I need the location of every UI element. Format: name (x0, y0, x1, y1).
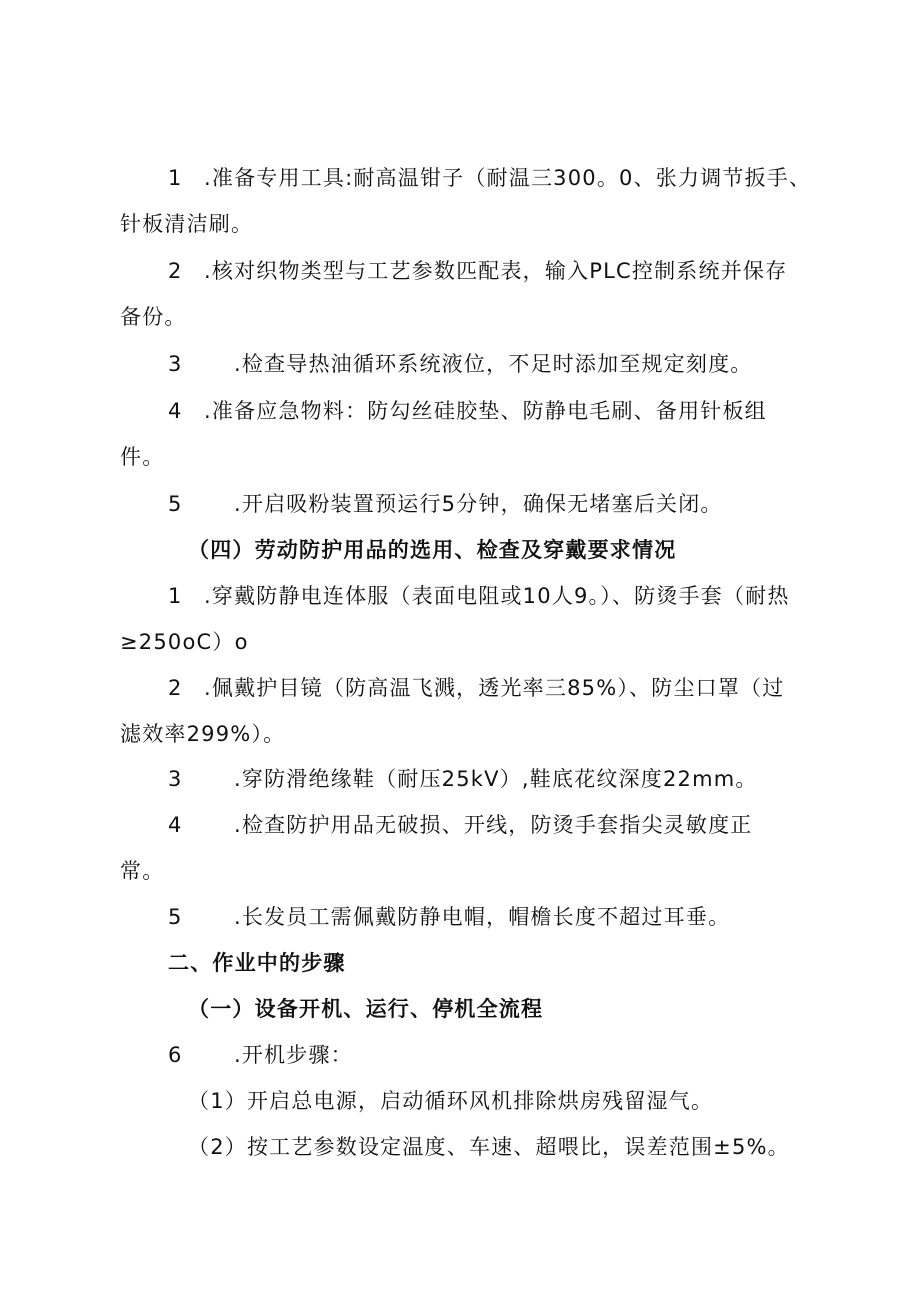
item-text: .准备应急物料：防勾丝硅胶垫、防静电毛刷、备用针板组 (204, 399, 767, 423)
item-text: .检查导热油循环系统液位，不足时添加至规定刻度。 (234, 352, 753, 376)
item-text: .开启吸粉装置预运行5分钟，确保无堵塞后关闭。 (234, 492, 723, 516)
item-number: 3 (168, 767, 183, 791)
item-number: 1 (168, 166, 183, 190)
sub-list-item: （2）按工艺参数设定温度、车速、超喂比，误差范围±5%。 (188, 1135, 790, 1159)
item-continuation: 滤效率299%）。 (120, 722, 286, 746)
subsection-heading: （一）设备开机、运行、停机全流程 (188, 997, 544, 1021)
list-item (168, 902, 730, 932)
item-text: .检查防护用品无破损、开线，防烫手套指尖灵敏度正 (234, 813, 753, 837)
item-text: .穿戴防静电连体服（表面电阻或10人9。）、防烫手套（耐热 (204, 584, 790, 608)
list-item (168, 489, 723, 519)
item-number: 4 (168, 813, 183, 837)
item-number: 5 (168, 905, 183, 929)
item-text: .核对织物类型与工艺参数匹配表，输入PLC控制系统并保存 (204, 259, 788, 283)
sub-list-item: （1）开启总电源，启动循环风机排除烘房残留湿气。 (188, 1089, 714, 1113)
item-continuation: 常。 (120, 859, 165, 883)
section-heading: （四）劳动防护用品的选用、检查及穿戴要求情况 (188, 538, 677, 562)
list-item (168, 581, 790, 611)
item-number: 2 (168, 676, 183, 700)
list-item (168, 256, 787, 286)
item-number: 2 (168, 259, 183, 283)
item-number: 1 (168, 584, 183, 608)
item-text: .穿防滑绝缘鞋（耐压25kV）,鞋底花纹深度22mm。 (234, 767, 758, 791)
list-item (168, 349, 752, 379)
item-continuation: ≥250oC）o (120, 630, 249, 654)
item-number: 5 (168, 492, 183, 516)
item-text: .开机步骤： (234, 1043, 353, 1067)
item-number: 3 (168, 352, 183, 376)
item-continuation: 件。 (120, 445, 165, 469)
list-item (168, 1040, 353, 1070)
list-item (168, 396, 767, 426)
item-text: .长发员工需佩戴防静电帽，帽檐长度不超过耳垂。 (234, 905, 731, 929)
item-continuation: 备份。 (120, 305, 187, 329)
item-continuation: 针板清洁刷。 (120, 212, 254, 236)
part-heading: 二、作业中的步骤 (168, 951, 346, 975)
item-number: 4 (168, 399, 183, 423)
item-number: 6 (168, 1043, 183, 1067)
item-text: .佩戴护目镜（防高温飞溅，透光率三85%）、防尘口罩（过 (204, 676, 785, 700)
list-item (168, 764, 758, 794)
list-item (168, 163, 811, 193)
list-item (168, 673, 784, 703)
item-text: .准备专用工具:耐高温钳子（耐温三300。0、张力调节扳手、 (204, 166, 812, 190)
list-item (168, 810, 752, 840)
